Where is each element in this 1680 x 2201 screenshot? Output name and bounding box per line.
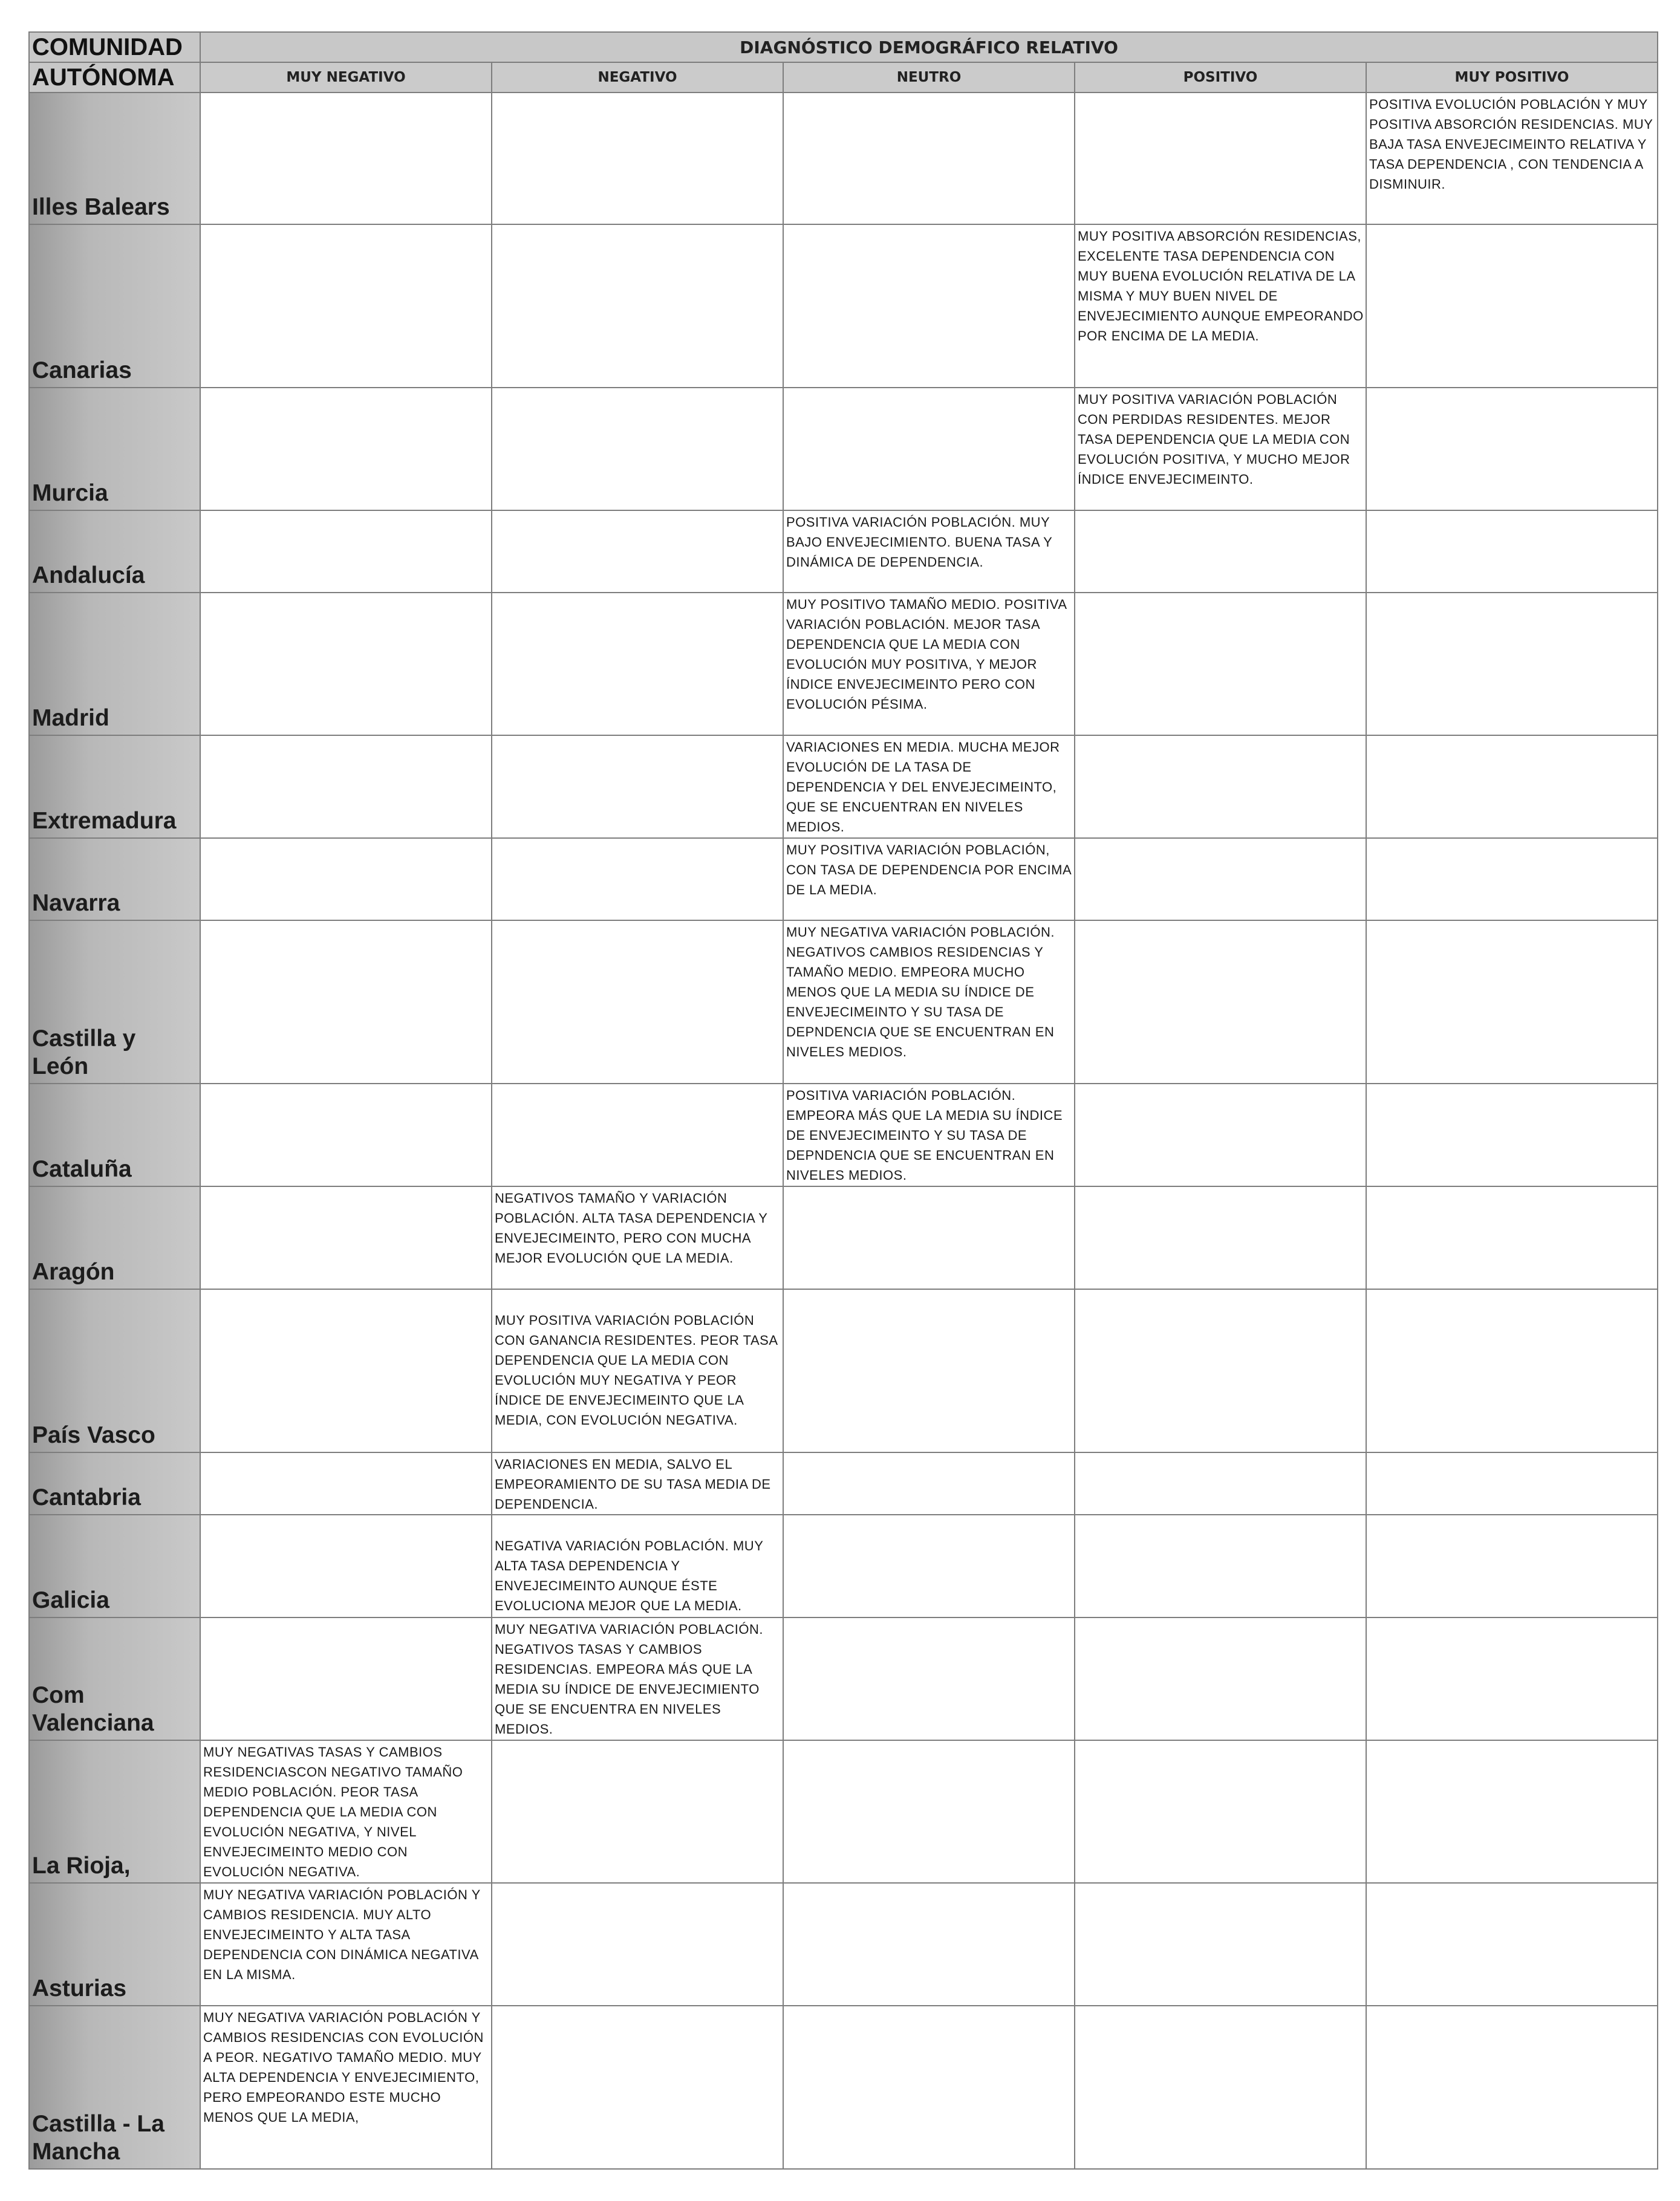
diagnosis-cell: MUY POSITIVA VARIACIÓN POBLACIÓN CON PERDIDAS RESIDENTES. MEJOR TASA DEPENDENCIA QUE LA MEDIA CON EVOLUCIÓN POSITIVA, Y MUCHO MEJOR ÍNDICE ENVEJECIMEINTO. [1075,388,1366,510]
diagnosis-cell [783,1289,1075,1452]
diagnosis-cell [1366,1084,1658,1186]
diagnosis-cell: POSITIVA EVOLUCIÓN POBLACIÓN Y MUY POSITIVA ABSORCIÓN RESIDENCIAS. MUY BAJA TASA ENVEJECIMEINTO RELATIVA Y TASA DEPENDENCIA , CON TENDENCIA A DISMINUIR. [1366,93,1658,224]
diagnosis-cell [200,388,492,510]
diagnosis-cell: MUY NEGATIVAS TASAS Y CAMBIOS RESIDENCIASCON NEGATIVO TAMAÑO MEDIO POBLACIÓN. PEOR TASA DEPENDENCIA QUE LA MEDIA CON EVOLUCIÓN NEGATIVA, Y NIVEL ENVEJECIMEINTO MEDIO CON EVOLUCIÓN NEGATIVA. [200,1740,492,1883]
table-row [29,1186,1658,1289]
diagnosis-cell: MUY POSITIVA ABSORCIÓN RESIDENCIAS, EXCELENTE TASA DEPENDENCIA CON MUY BUENA EVOLUCIÓN RELATIVA DE LA MISMA Y MUY BUEN NIVEL DE ENVEJECIMIENTO AUNQUE EMPEORANDO POR ENCIMA DE LA MEDIA. [1075,224,1366,388]
diagnosis-cell [1366,224,1658,388]
diagnosis-cell: MUY NEGATIVA VARIACIÓN POBLACIÓN. NEGATIVOS TASAS Y CAMBIOS RESIDENCIAS. EMPEORA MÁS QUE LA MEDIA SU ÍNDICE DE ENVEJECIMIENTO QUE SE ENCUENTRA EN NIVELES MEDIOS. [492,1617,783,1740]
diagnosis-cell [492,838,783,920]
region-name: País Vasco [29,1289,200,1452]
table-row [29,838,1658,920]
diagnosis-cell [1075,510,1366,593]
column-header-muy-positivo: MUY POSITIVO [1366,62,1658,93]
diagnosis-cell [1075,1883,1366,2006]
diagnosis-cell: POSITIVA VARIACIÓN POBLACIÓN. EMPEORA MÁS QUE LA MEDIA SU ÍNDICE DE ENVEJECIMEINTO Y SU TASA DE DEPNDENCIA QUE SE ENCUENTRAN EN NIVELES MEDIOS. [783,1084,1075,1186]
diagnostic-document [28,31,1657,2170]
diagnosis-cell [783,2006,1075,2169]
diagnosis-cell [492,2006,783,2169]
region-name: Extremadura [29,735,200,838]
region-name: La Rioja, [29,1740,200,1883]
diagnosis-cell [1366,920,1658,1084]
diagnosis-cell [492,735,783,838]
diagnosis-cell [1075,1515,1366,1617]
table-title: DIAGNÓSTICO DEMOGRÁFICO RELATIVO [200,32,1658,62]
diagnosis-cell [783,1452,1075,1515]
table-row [29,388,1658,510]
region-name: Andalucía [29,510,200,593]
diagnosis-cell [492,224,783,388]
diagnosis-cell [1075,93,1366,224]
diagnosis-cell [200,735,492,838]
column-header-neutro: NEUTRO [783,62,1075,93]
diagnosis-cell: VARIACIONES EN MEDIA. MUCHA MEJOR EVOLUCIÓN DE LA TASA DE DEPENDENCIA Y DEL ENVEJECIMEINTO, QUE SE ENCUENTRAN EN NIVELES MEDIOS. [783,735,1075,838]
table-row [29,224,1658,388]
diagnosis-cell [200,838,492,920]
diagnosis-cell: MUY NEGATIVA VARIACIÓN POBLACIÓN Y CAMBIOS RESIDENCIAS CON EVOLUCIÓN A PEOR. NEGATIVO TAMAÑO MEDIO. MUY ALTA DEPENDENCIA Y ENVEJECIMIENTO, PERO EMPEORANDO ESTE MUCHO MENOS QUE LA MEDIA, [200,2006,492,2169]
region-name: Galicia [29,1515,200,1617]
diagnosis-cell: MUY POSITIVO TAMAÑO MEDIO. POSITIVA VARIACIÓN POBLACIÓN. MEJOR TASA DEPENDENCIA QUE LA MEDIA CON EVOLUCIÓN MUY POSITIVA, Y MEJOR ÍNDICE ENVEJECIMEINTO PERO CON EVOLUCIÓN PÉSIMA. [783,593,1075,735]
diagnosis-cell: MUY NEGATIVA VARIACIÓN POBLACIÓN Y CAMBIOS RESIDENCIA. MUY ALTO ENVEJECIMEINTO Y ALTA TASA DEPENDENCIA CON DINÁMICA NEGATIVA EN LA MISMA. [200,1883,492,2006]
diagnosis-cell [492,388,783,510]
header-row-2 [29,62,1658,93]
diagnosis-cell [1366,1617,1658,1740]
diagnosis-cell [1075,2006,1366,2169]
diagnosis-cell [783,1515,1075,1617]
header-comunidad: COMUNIDAD [29,32,200,62]
diagnosis-cell [200,510,492,593]
diagnosis-cell [492,93,783,224]
region-name: Castilla y León [29,920,200,1084]
diagnosis-cell [783,1883,1075,2006]
diagnosis-cell [1075,1617,1366,1740]
diagnosis-cell [200,1515,492,1617]
diagnosis-cell: MUY NEGATIVA VARIACIÓN POBLACIÓN. NEGATIVOS CAMBIOS RESIDENCIAS Y TAMAÑO MEDIO. EMPEORA MUCHO MENOS QUE LA MEDIA SU ÍNDICE DE ENVEJECIMEINTO Y SU TASA DE DEPNDENCIA QUE SE ENCUENTRAN EN NIVELES MEDIOS. [783,920,1075,1084]
table-row [29,593,1658,735]
diagnosis-cell [200,224,492,388]
table-row [29,1883,1658,2006]
diagnosis-cell [1366,838,1658,920]
region-name: Cantabria [29,1452,200,1515]
diagnosis-cell: VARIACIONES EN MEDIA, SALVO EL EMPEORAMIENTO DE SU TASA MEDIA DE DEPENDENCIA. [492,1452,783,1515]
region-name: Asturias [29,1883,200,2006]
region-name: Aragón [29,1186,200,1289]
diagnosis-cell [1075,593,1366,735]
diagnosis-cell [1366,510,1658,593]
diagnosis-cell [1366,2006,1658,2169]
column-header-muy-negativo: MUY NEGATIVO [200,62,492,93]
diagnosis-cell: NEGATIVA VARIACIÓN POBLACIÓN. MUY ALTA TASA DEPENDENCIA Y ENVEJECIMEINTO AUNQUE ÉSTE EVOLUCIONA MEJOR QUE LA MEDIA. [492,1515,783,1617]
diagnosis-cell [492,920,783,1084]
diagnosis-cell [1366,1289,1658,1452]
diagnosis-cell [492,1084,783,1186]
region-name: Canarias [29,224,200,388]
diagnosis-cell: MUY POSITIVA VARIACIÓN POBLACIÓN, CON TASA DE DEPENDENCIA POR ENCIMA DE LA MEDIA. [783,838,1075,920]
region-name: Murcia [29,388,200,510]
diagnosis-cell: MUY POSITIVA VARIACIÓN POBLACIÓN CON GANANCIA RESIDENTES. PEOR TASA DEPENDENCIA QUE LA MEDIA CON EVOLUCIÓN MUY NEGATIVA Y PEOR ÍNDICE DE ENVEJECIMEINTO QUE LA MEDIA, CON EVOLUCIÓN NEGATIVA. [492,1289,783,1452]
diagnosis-cell [492,510,783,593]
diagnosis-cell [200,1084,492,1186]
diagnosis-cell: POSITIVA VARIACIÓN POBLACIÓN. MUY BAJO ENVEJECIMIENTO. BUENA TASA Y DINÁMICA DE DEPENDENCIA. [783,510,1075,593]
diagnosis-cell [1366,388,1658,510]
diagnosis-cell [783,93,1075,224]
table-row [29,735,1658,838]
table-row [29,920,1658,1084]
diagnosis-cell [200,1289,492,1452]
diagnosis-cell [492,593,783,735]
table-row [29,1617,1658,1740]
diagnosis-cell [783,1186,1075,1289]
diagnosis-cell [1075,1452,1366,1515]
diagnosis-cell [783,1617,1075,1740]
diagnosis-cell [1366,1515,1658,1617]
diagnosis-cell [200,920,492,1084]
diagnosis-cell [200,593,492,735]
column-header-positivo: POSITIVO [1075,62,1366,93]
diagnosis-cell [783,224,1075,388]
diagnosis-cell: NEGATIVOS TAMAÑO Y VARIACIÓN POBLACIÓN. ALTA TASA DEPENDENCIA Y ENVEJECIMEINTO, PERO CON MUCHA MEJOR EVOLUCIÓN QUE LA MEDIA. [492,1186,783,1289]
diagnosis-cell [1366,593,1658,735]
diagnosis-cell [492,1740,783,1883]
diagnosis-cell [492,1883,783,2006]
header-row-1 [29,32,1658,62]
table-row [29,1515,1658,1617]
diagnosis-cell [783,388,1075,510]
table-row [29,1084,1658,1186]
diagnosis-cell [1366,1883,1658,2006]
diagnostic-table [28,31,1658,2170]
table-row [29,2006,1658,2169]
column-header-negativo: NEGATIVO [492,62,783,93]
diagnosis-cell [1366,1740,1658,1883]
region-name: Cataluña [29,1084,200,1186]
region-name: Navarra [29,838,200,920]
diagnosis-cell [200,1452,492,1515]
diagnosis-cell [1366,735,1658,838]
diagnosis-cell [1075,1084,1366,1186]
diagnosis-cell [200,93,492,224]
table-row [29,1289,1658,1452]
diagnosis-cell [1075,735,1366,838]
table-row [29,1740,1658,1883]
region-name: Madrid [29,593,200,735]
diagnosis-cell [1075,920,1366,1084]
diagnosis-cell [1075,1740,1366,1883]
table-row [29,93,1658,224]
table-row [29,510,1658,593]
table-row [29,1452,1658,1515]
diagnosis-cell [1075,1186,1366,1289]
region-name: Castilla - La Mancha [29,2006,200,2169]
diagnosis-cell [1366,1452,1658,1515]
diagnosis-cell [1075,1289,1366,1452]
diagnosis-cell [1366,1186,1658,1289]
region-name: Com Valenciana [29,1617,200,1740]
diagnosis-cell [200,1617,492,1740]
header-autonoma: AUTÓNOMA [29,62,200,93]
diagnosis-cell [783,1740,1075,1883]
diagnosis-cell [200,1186,492,1289]
diagnosis-cell [1075,838,1366,920]
region-name: Illes Balears [29,93,200,224]
